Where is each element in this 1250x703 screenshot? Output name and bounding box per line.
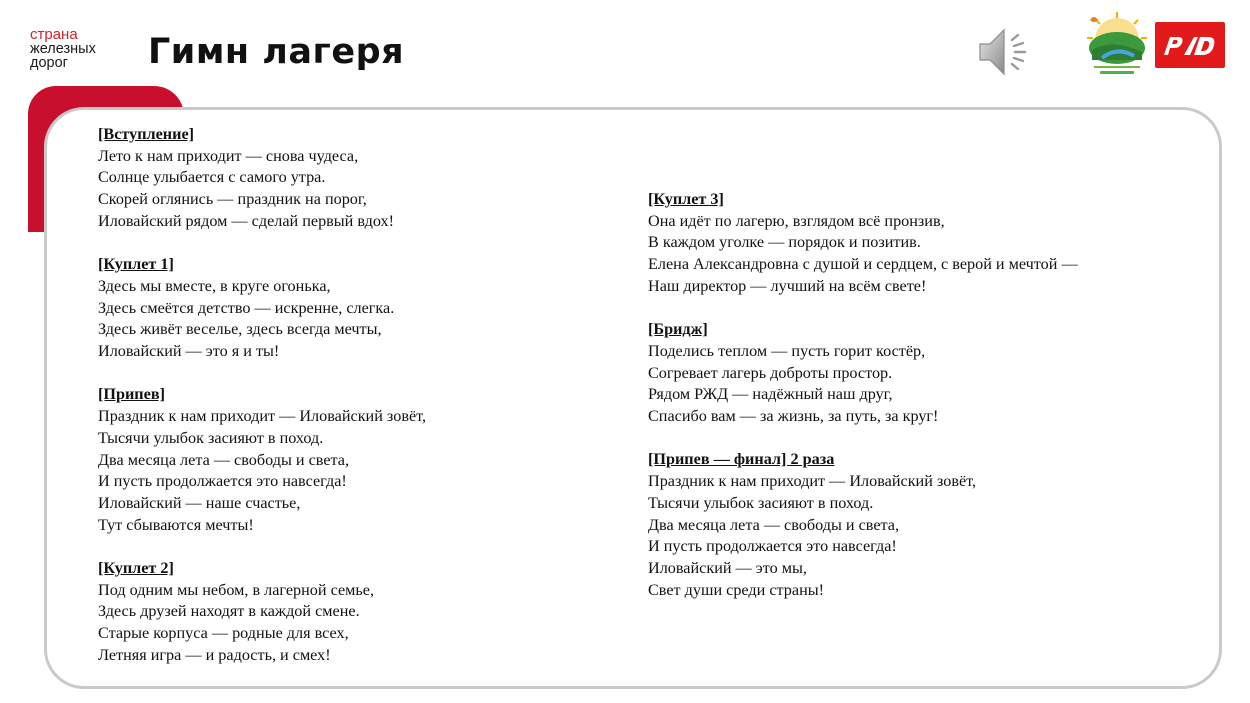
section-heading: [Куплет 2] <box>98 559 174 578</box>
lyric-line: Лето к нам приходит — снова чудеса, <box>98 146 359 165</box>
lyric-line: Она идёт по лагерю, взглядом всё пронзив, <box>648 211 945 230</box>
lyric-line: Старые корпуса — родные для всех, <box>98 624 349 643</box>
lyric-line: Тут сбываются мечты! <box>98 515 254 534</box>
brand-line-2: железных <box>30 41 96 57</box>
lyric-line: Свет души среди страны! <box>648 580 825 599</box>
lyrics-section <box>98 384 618 536</box>
lyric-line: Здесь мы вместе, в круге огонька, <box>98 276 331 295</box>
lyric-line: Здесь смеётся детство — искренне, слегка. <box>98 298 395 317</box>
lyric-line: Рядом РЖД — надёжный наш друг, <box>648 385 893 404</box>
rzd-logo-icon <box>1155 22 1225 68</box>
brand-logo <box>30 28 96 70</box>
section-heading: [Припев] <box>98 385 165 404</box>
section-heading: [Припев — финал] 2 раза <box>648 450 835 469</box>
lyric-line: Спасибо вам — за жизнь, за путь, за круг! <box>648 407 939 426</box>
lyric-line: Здесь друзей находят в каждой смене. <box>98 602 360 621</box>
lyrics-column-right <box>648 189 1208 623</box>
speaker-icon[interactable] <box>976 24 1038 80</box>
lyric-line: Тысячи улыбок засияют в поход. <box>648 493 874 512</box>
brand-line-1: страна <box>30 26 78 43</box>
lyrics-section <box>648 449 1208 601</box>
section-heading: [Вступление] <box>98 125 195 143</box>
lyric-line: Летняя игра — и радость, и смех! <box>98 645 331 664</box>
lyric-line: Иловайский — это я и ты! <box>98 342 280 361</box>
section-heading: [Куплет 3] <box>648 190 724 208</box>
lyric-line: Елена Александровна с душой и сердцем, с верой и мечтой — <box>648 255 1078 274</box>
lyric-line: Наш директор — лучший на всём свете! <box>648 276 927 295</box>
lyric-line: Под одним мы небом, в лагерной семье, <box>98 580 375 599</box>
section-heading: [Куплет 1] <box>98 255 174 274</box>
lyric-line: Солнце улыбается с самого утра. <box>98 168 326 187</box>
lyric-line: Здесь живёт веселье, здесь всегда мечты, <box>98 320 382 339</box>
lyric-line: Иловайский рядом — сделай первый вдох! <box>98 211 395 230</box>
lyrics-column-left <box>98 124 618 688</box>
lyric-line: Поделись теплом — пусть горит костёр, <box>648 341 926 360</box>
lyric-line: И пусть продолжается это навсегда! <box>648 537 897 556</box>
lyric-line: Праздник к нам приходит — Иловайский зовёт, <box>648 472 977 491</box>
lyric-line: Согревает лагерь доброты простор. <box>648 363 893 382</box>
lyric-line: Скорей оглянись — праздник на порог, <box>98 190 367 209</box>
camp-logo-icon <box>1082 10 1152 80</box>
lyric-line: Тысячи улыбок засияют в поход. <box>98 428 324 447</box>
lyrics-section <box>98 558 618 667</box>
lyric-line: Праздник к нам приходит — Иловайский зовёт, <box>98 407 427 426</box>
lyric-line: Два месяца лета — свободы и света, <box>98 450 350 469</box>
lyrics-section <box>648 189 1208 298</box>
lyrics-section <box>98 124 618 233</box>
lyric-line: Иловайский — наше счастье, <box>98 493 301 512</box>
lyric-line: В каждом уголке — порядок и позитив. <box>648 233 921 252</box>
lyric-line: Иловайский — это мы, <box>648 558 807 577</box>
lyric-line: И пусть продолжается это навсегда! <box>98 472 347 491</box>
lyrics-section <box>98 254 618 363</box>
brand-line-3: дорог <box>30 55 68 71</box>
lyrics-section <box>648 319 1208 428</box>
lyric-line: Два месяца лета — свободы и света, <box>648 515 900 534</box>
page-title: Гимн лагеря <box>148 32 405 72</box>
section-heading: [Бридж] <box>648 320 708 339</box>
